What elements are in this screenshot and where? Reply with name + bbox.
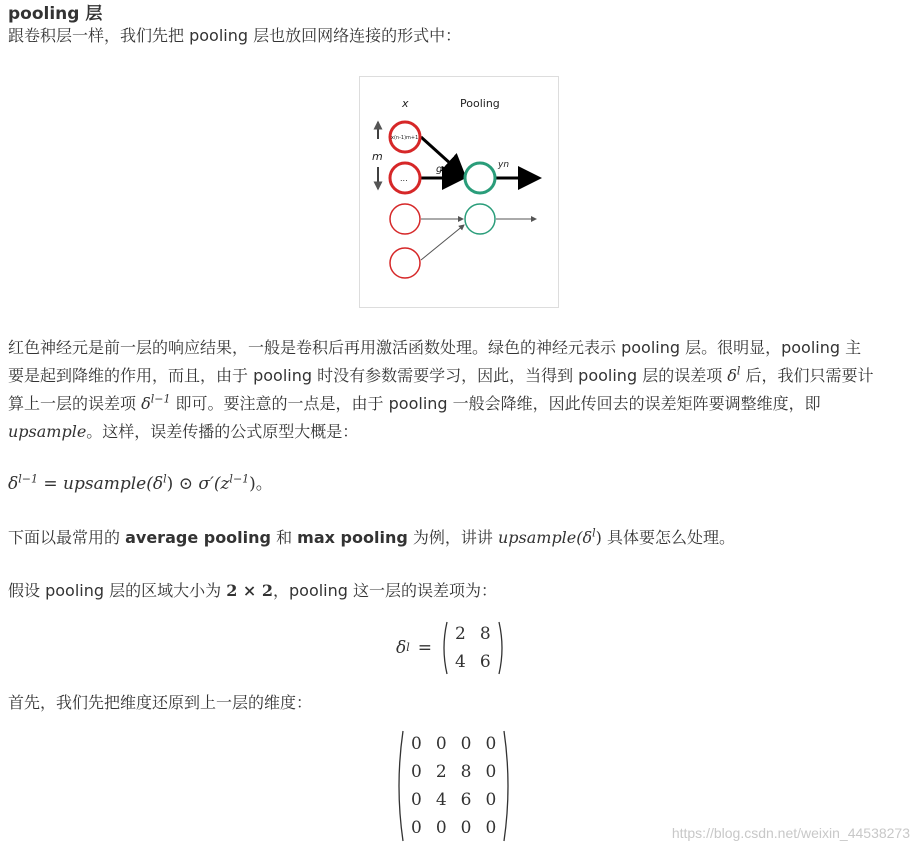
text-span: 即可。要注意的一点是，由于 pooling 一般会降维，因此传回去的误差矩阵要调整维度，即: [170, 394, 821, 413]
math-part: =: [37, 474, 64, 494]
math-part: (δ: [576, 528, 593, 547]
pooling-neuron: [465, 204, 495, 234]
matrix-cell: 0: [460, 818, 472, 838]
paragraph-2: [8, 524, 735, 552]
math-delta: δ: [141, 394, 151, 413]
label-x: x: [402, 97, 409, 110]
bold-term: max pooling: [297, 528, 408, 547]
text-span: 下面以最常用的: [8, 528, 126, 547]
paragraph-4: 首先，我们先把维度还原到上一层的维度：: [8, 693, 313, 712]
connection-arrow: [421, 225, 464, 260]
math-size: 2 × 2: [226, 581, 273, 600]
math-sup: l: [736, 364, 741, 378]
matrix-cell: 4: [455, 652, 466, 672]
matrix-cell: 0: [485, 734, 497, 754]
input-neuron: [390, 204, 420, 234]
upsampled-matrix: [394, 730, 513, 842]
right-paren: [503, 730, 513, 842]
label-yn: yn: [498, 160, 510, 170]
watermark: https://blog.csdn.net/weixin_44538273: [671, 825, 910, 841]
matrix-cell: 4: [435, 790, 447, 810]
matrix-cell: 0: [435, 734, 447, 754]
math-part: (δ: [146, 474, 164, 494]
matrix-cell: 0: [411, 762, 422, 782]
paragraph-3: [8, 577, 497, 605]
math-upsample: upsample: [8, 422, 87, 441]
left-paren: [440, 621, 448, 675]
matrix-cell: 0: [435, 818, 447, 838]
math-part: ⊙: [173, 474, 199, 494]
math-part: σ′(z: [198, 474, 230, 494]
math-part: l−1: [18, 472, 38, 486]
paragraph-1-line-4: [8, 418, 358, 446]
label-pooling: Pooling: [460, 97, 500, 110]
text-span: 为例，讲讲: [407, 528, 498, 547]
right-paren: [498, 621, 506, 675]
error-propagation-formula: [8, 470, 273, 498]
paragraph-1-line-2: [8, 362, 874, 390]
network-diagram: [360, 77, 558, 307]
text-span: 算上一层的误差项: [8, 394, 142, 413]
matrix-cell: 8: [479, 624, 491, 644]
text-span: 要是起到降维的作用，而且，由于 pooling 时没有参数需要学习，因此，当得到 pooling 层的误差项: [8, 366, 728, 385]
matrix-grid: [448, 620, 498, 676]
matrix-cell: 0: [411, 734, 422, 754]
math-part: l−1: [229, 472, 250, 486]
text-span: 和: [270, 528, 298, 547]
matrix-cell: 0: [411, 790, 422, 810]
intro-text: 跟卷积层一样，我们先把 pooling 层也放回网络连接的形式中：: [8, 26, 462, 45]
pooling-network-figure: [359, 76, 559, 308]
delta-l-matrix: δ l = 2 8 4 6: [396, 620, 506, 676]
equals-sign: =: [417, 638, 433, 658]
matrix-cell: 0: [485, 818, 497, 838]
paragraph-1-line-1: 红色神经元是前一层的响应结果，一般是卷积后再用激活函数处理。绿色的神经元表示 pooling 层。很明显，pooling 主: [8, 338, 862, 357]
label-g: g: [436, 164, 443, 175]
math-sup: l−1: [150, 392, 171, 406]
math-part: δ: [8, 474, 19, 494]
matrix-cell: 6: [460, 790, 472, 810]
math-upsample: upsample: [497, 528, 577, 547]
matrix-cell: 2: [455, 624, 466, 644]
math-part: upsample: [63, 474, 147, 494]
matrix-cell: 0: [485, 790, 497, 810]
text-span: 。: [255, 474, 273, 494]
math-part: ): [595, 528, 602, 547]
matrix-cell: 8: [460, 762, 472, 782]
matrix-grid: [404, 730, 503, 842]
paragraph-1-line-3: [8, 390, 821, 418]
section-title: pooling 层: [8, 4, 103, 24]
left-paren: [394, 730, 404, 842]
label-m: m: [372, 150, 383, 163]
text-span: 具体要怎么处理。: [601, 528, 736, 547]
math-part: ): [166, 474, 174, 494]
math-part: l: [592, 526, 596, 540]
math-delta: δ: [396, 638, 407, 658]
math-part: l: [163, 472, 167, 486]
matrix-cell: 0: [460, 734, 472, 754]
pooling-neuron: [465, 163, 495, 193]
text-span: 。这样，误差传播的公式原型大概是：: [86, 422, 359, 441]
matrix-cell: 2: [435, 762, 447, 782]
bold-term: average pooling: [125, 528, 271, 547]
text-span: 后，我们只需要计: [740, 366, 874, 385]
input-neuron: [390, 248, 420, 278]
math-delta: δ: [727, 366, 737, 385]
text-span: 假设 pooling 层的区域大小为: [8, 581, 227, 600]
node-label-dots: ...: [400, 174, 408, 183]
matrix-cell: 0: [411, 818, 422, 838]
math-part: ): [249, 474, 256, 494]
matrix-cell: 6: [479, 652, 491, 672]
matrix-cell: 0: [485, 762, 497, 782]
text-span: ，pooling 这一层的误差项为：: [273, 581, 498, 600]
node-label-top: x(n-1)m+1: [391, 135, 419, 141]
